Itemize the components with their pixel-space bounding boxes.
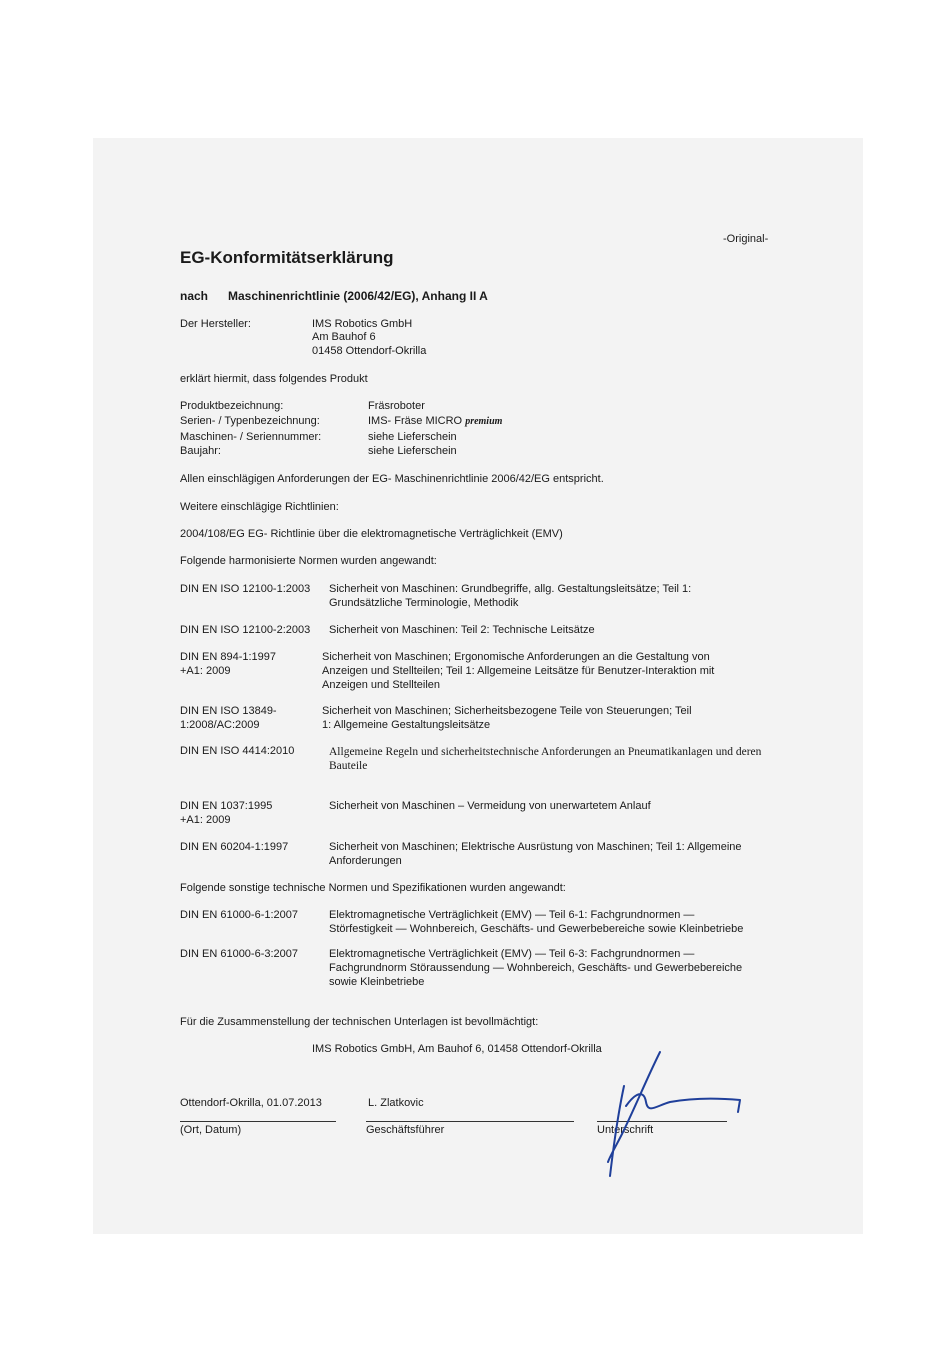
manufacturer-name: IMS Robotics GmbH [312,318,413,330]
norm-desc: Elektromagnetische Verträglichkeit (EMV) — Teil 6-3: Fachgrundnormen — [329,948,695,960]
norm-desc: Anzeigen und Stellteilen [322,679,441,691]
norm-desc: Sicherheit von Maschinen – Vermeidung von unerwartetem Anlauf [329,800,651,812]
product-value: Fräsroboter [368,400,425,412]
norm-desc: Elektromagnetische Verträglichkeit (EMV) — Teil 6-1: Fachgrundnormen — [329,909,695,921]
harmonised-label: Folgende harmonisierte Normen wurden angewandt: [180,555,437,567]
norm-desc: Bauteile [329,760,368,772]
original-mark: -Original- [723,233,769,245]
norm-id: DIN EN 61000-6-1:2007 [180,909,299,921]
authorized-person: IMS Robotics GmbH, Am Bauhof 6, 01458 Ottendorf-Okrilla [312,1043,602,1055]
document-title: EG-Konformitätserklärung [180,248,394,267]
declaration-intro: erklärt hiermit, dass folgendes Produkt [180,373,368,385]
manufacturer-city: 01458 Ottendorf-Okrilla [312,345,427,357]
norm-desc: Anforderungen [329,855,402,867]
place-date-caption: (Ort, Datum) [180,1124,242,1136]
signatory-name: L. Zlatkovic [368,1097,424,1109]
premium-suffix: premium [465,416,503,427]
norm-id: DIN EN 1037:1995 [180,800,273,812]
norm-id: DIN EN ISO 12100-1:2003 [180,583,311,595]
norm-desc: Sicherheit von Maschinen; Elektrische Ausrüstung von Maschinen; Teil 1: Allgemeine [329,841,742,853]
product-label: Produktbezeichnung: [180,400,284,412]
norm-desc: sowie Kleinbetriebe [329,976,425,988]
handwritten-signature [596,1050,756,1180]
norm-desc: Sicherheit von Maschinen; Sicherheitsbezogene Teile von Steuerungen; Teil [322,705,692,717]
norm-desc: Sicherheit von Maschinen: Grundbegriffe, allg. Gestaltungsleitsätze; Teil 1: [329,583,692,595]
signatory-role: Geschäftsführer [366,1124,445,1136]
place-date: Ottendorf-Okrilla, 01.07.2013 [180,1097,322,1109]
subtitle-prefix: nach [180,289,209,303]
product-label: Serien- / Typenbezeichnung: [180,415,320,427]
place-date-line [180,1121,336,1122]
authorized-label: Für die Zusammenstellung der technischen Unterlagen ist bevollmächtigt: [180,1016,539,1028]
norm-desc: Fachgrundnorm Störaussendung — Wohnbereich, Geschäfts- und Gewerbebereiche [329,962,743,974]
norm-desc: Störfestigkeit — Wohnbereich, Geschäfts- und Gewerbebereiche sowie Kleinbetriebe [329,923,744,935]
signature-stroke [608,1052,740,1176]
norm-desc: Anzeigen und Stellteilen; Teil 1: Allgemeine Leitsätze für Benutzer-Interaktion mit [322,665,715,677]
signatory-line [366,1121,574,1122]
norm-desc: 1: Allgemeine Gestaltungsleitsätze [322,719,491,731]
norm-id: DIN EN 60204-1:1997 [180,841,289,853]
norm-id: 1:2008/AC:2009 [180,719,260,731]
conformity-statement: Allen einschlägigen Anforderungen der EG- Maschinenrichtlinie 2006/42/EG entspricht. [180,473,604,485]
other-norms-label: Folgende sonstige technische Normen und Spezifikationen wurden angewandt: [180,882,566,894]
emv-directive: 2004/108/EG EG- Richtlinie über die elektromagnetische Verträglichkeit (EMV) [180,528,563,540]
product-label: Maschinen- / Seriennummer: [180,431,322,443]
norm-desc: Sicherheit von Maschinen: Teil 2: Technische Leitsätze [329,624,595,636]
product-value: siehe Lieferschein [368,431,457,443]
norm-id: DIN EN 894-1:1997 [180,651,276,663]
manufacturer-street: Am Bauhof 6 [312,331,376,343]
norm-id: DIN EN ISO 12100-2:2003 [180,624,311,636]
norm-id: DIN EN 61000-6-3:2007 [180,948,299,960]
norm-id: DIN EN ISO 4414:2010 [180,745,295,757]
norm-desc: Sicherheit von Maschinen; Ergonomische Anforderungen an die Gestaltung von [322,651,710,663]
signature-caption: Unterschrift [597,1124,654,1136]
norm-desc: Allgemeine Regeln und sicherheitstechnische Anforderungen an Pneumatikanlagen und deren [329,746,762,758]
norm-id: +A1: 2009 [180,665,231,677]
norm-id: DIN EN ISO 13849- [180,705,277,717]
norm-id: +A1: 2009 [180,814,231,826]
product-label: Baujahr: [180,445,221,457]
product-value: IMS- Fräse MICRO premium [368,415,503,427]
norm-desc: Grundsätzliche Terminologie, Methodik [329,597,519,609]
further-directives-label: Weitere einschlägige Richtlinien: [180,501,339,513]
product-value: siehe Lieferschein [368,445,457,457]
manufacturer-label: Der Hersteller: [180,318,251,330]
subtitle-text: Maschinenrichtlinie (2006/42/EG), Anhang II A [228,289,488,303]
